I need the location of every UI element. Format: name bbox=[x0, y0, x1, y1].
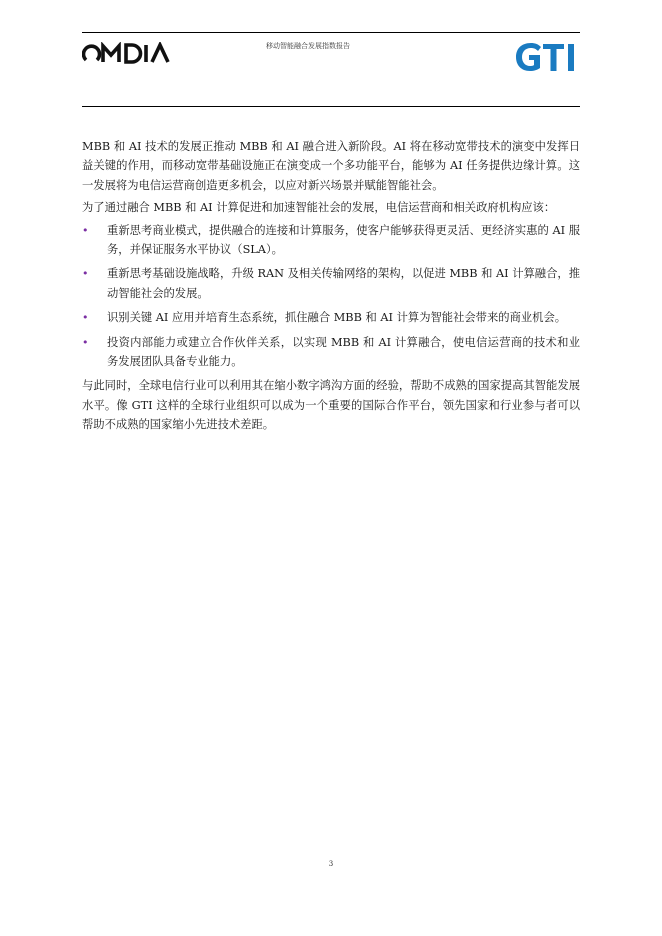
closing-paragraph: 与此同时，全球电信行业可以利用其在缩小数字鸿沟方面的经验，帮助不成熟的国家提高其智能发展水平。像 GTI 这样的全球行业组织可以成为一个重要的国际合作平台，领先国家和行业参与者可以帮助不成熟的国家缩小先进技术差距。 bbox=[82, 379, 580, 432]
bullet-icon: • bbox=[82, 267, 89, 281]
recommendation-list bbox=[82, 221, 580, 372]
intro-paragraph: MBB 和 AI 技术的发展正推动 MBB 和 AI 融合进入新阶段。AI 将在移动宽带技术的演变中发挥日益关键的作用，而移动宽带基础设施正在演变成一个多功能平台，能够为 AI 任务提供边缘计算。这一发展将为电信运营商创造更多机会，以应对新兴场景并赋能智能社会。 bbox=[82, 140, 580, 192]
list-item-text: 重新思考基础设施战略，升级 RAN 及相关传输网络的架构，以促进 MBB 和 AI 计算融合，推动智能社会的发展。 bbox=[107, 267, 580, 300]
list-item bbox=[82, 308, 580, 327]
gti-logo bbox=[514, 40, 580, 74]
body-content bbox=[82, 137, 580, 438]
bullet-icon: • bbox=[82, 335, 89, 349]
header-bottom-rule bbox=[82, 106, 580, 107]
list-item-text: 投资内部能力或建立合作伙伴关系，以实现 MBB 和 AI 计算融合，使电信运营商的技术和业务发展团队具备专业能力。 bbox=[107, 335, 580, 369]
list-item bbox=[82, 264, 580, 303]
omdia-logo bbox=[82, 42, 178, 64]
list-item bbox=[82, 333, 580, 372]
list-item-text: 识别关键 AI 应用并培育生态系统，抓住融合 MBB 和 AI 计算为智能社会带来的商业机会。 bbox=[107, 311, 567, 325]
bullet-icon: • bbox=[82, 223, 89, 237]
header-top-rule bbox=[82, 32, 580, 33]
page-header bbox=[82, 32, 580, 107]
list-item-text: 重新思考商业模式，提供融合的连接和计算服务，使客户能够获得更灵活、更经济实惠的 AI 服务，并保证服务水平协议（SLA）。 bbox=[107, 223, 580, 257]
lead-paragraph: 为了通过融合 MBB 和 AI 计算促进和加速智能社会的发展，电信运营商和相关政府机构应该： bbox=[82, 201, 556, 215]
bullet-icon: • bbox=[82, 311, 89, 325]
page-number: 3 bbox=[328, 860, 334, 868]
list-item bbox=[82, 221, 580, 260]
header-report-title: 移动智能融合发展指数报告 bbox=[266, 42, 350, 50]
